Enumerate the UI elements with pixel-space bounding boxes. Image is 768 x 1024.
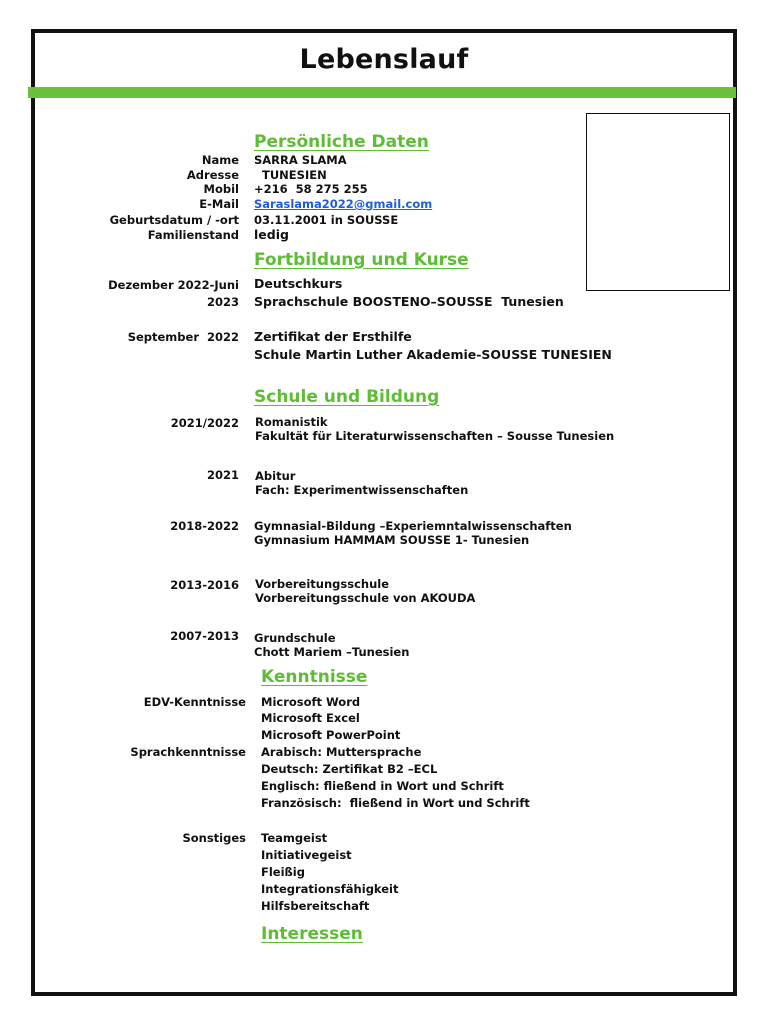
language-item: Arabisch: Muttersprache (261, 745, 422, 759)
language-item: Englisch: fließend in Wort und Schrift (261, 779, 504, 793)
education-date: 2018-2022 (170, 519, 239, 533)
skill-item: Microsoft Word (261, 695, 361, 709)
label-name: Name (201, 153, 239, 167)
section-heading-skills: Kenntnisse (261, 667, 368, 687)
label-edv: EDV-Kenntnisse (143, 695, 246, 709)
value-family: ledig (254, 227, 289, 242)
accent-bar (28, 87, 736, 98)
training-detail: Sprachschule BOOSTENO–SOUSSE Tunesien (254, 294, 564, 309)
education-detail: Fakultät für Literaturwissenschaften – Sousse Tunesien (255, 429, 615, 443)
education-title: Romanistik (255, 415, 328, 429)
section-heading-education: Schule und Bildung (254, 387, 440, 407)
other-skill-item: Teamgeist (261, 831, 328, 845)
other-skill-item: Fleißig (261, 865, 305, 879)
education-date: 2021/2022 (170, 416, 239, 430)
label-mobile: Mobil (203, 182, 239, 196)
section-heading-training: Fortbildung und Kurse (254, 250, 469, 270)
photo-placeholder (586, 113, 730, 291)
education-detail: Chott Mariem –Tunesien (254, 645, 410, 659)
page-title: Lebenslauf (299, 44, 469, 75)
label-birth: Geburtsdatum / -ort (109, 213, 239, 227)
training-date: Dezember 2022-Juni (108, 278, 239, 292)
education-title: Grundschule (254, 631, 336, 645)
section-heading-personal: Persönliche Daten (254, 132, 429, 152)
other-skill-item: Hilfsbereitschaft (261, 899, 370, 913)
skill-item: Microsoft PowerPoint (261, 728, 401, 742)
section-heading-interests: Interessen (261, 924, 363, 944)
other-skill-item: Initiativegeist (261, 848, 352, 862)
label-address: Adresse (186, 168, 239, 182)
training-date: 2023 (206, 295, 239, 309)
education-date: 2007-2013 (170, 629, 239, 643)
education-date: 2013-2016 (170, 578, 239, 592)
value-birth: 03.11.2001 in SOUSSE (254, 213, 399, 227)
training-date: September 2022 (127, 330, 239, 344)
education-title: Gymnasial-Bildung –Experiemntalwissenschaften (254, 519, 572, 533)
education-date: 2021 (206, 468, 239, 482)
education-detail: Gymnasium HAMMAM SOUSSE 1- Tunesien (254, 533, 530, 547)
label-family: Familienstand (147, 228, 239, 242)
education-title: Abitur (255, 469, 296, 483)
skill-item: Microsoft Excel (261, 711, 360, 725)
other-skill-item: Integrationsfähigkeit (261, 882, 399, 896)
language-item: Französisch: fließend in Wort und Schrift (261, 796, 530, 810)
education-detail: Fach: Experimentwissenschaften (255, 483, 469, 497)
training-title: Deutschkurs (254, 276, 343, 291)
value-name: SARRA SLAMA (254, 153, 347, 167)
education-detail: Vorbereitungsschule von AKOUDA (255, 591, 476, 605)
language-item: Deutsch: Zertifikat B2 –ECL (261, 762, 438, 776)
training-detail: Schule Martin Luther Akademie-SOUSSE TUNESIEN (254, 347, 612, 362)
value-address: TUNESIEN (262, 168, 327, 182)
education-title: Vorbereitungsschule (255, 577, 390, 591)
label-email: E-Mail (199, 197, 239, 211)
email-link[interactable]: Saraslama2022@gmail.com (254, 197, 433, 211)
label-languages: Sprachkenntnisse (130, 745, 246, 759)
value-mobile: +216 58 275 255 (254, 182, 368, 196)
training-title: Zertifikat der Ersthilfe (254, 329, 412, 344)
label-other: Sonstiges (182, 831, 246, 845)
